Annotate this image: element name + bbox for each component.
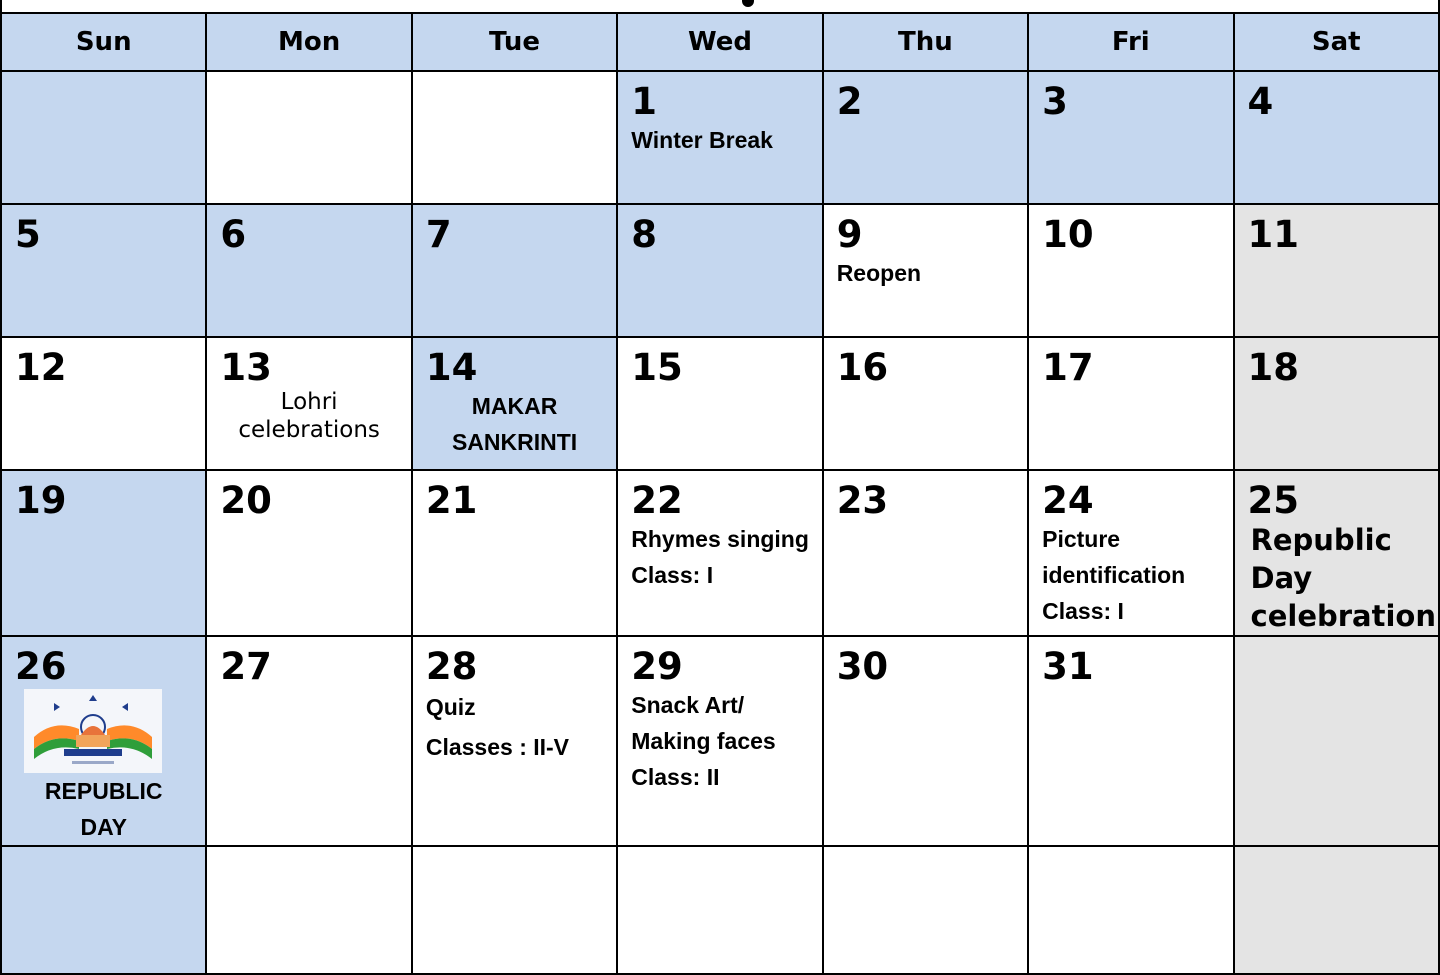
day-cell-10	[1028, 204, 1233, 337]
event-snack-art-class: Class: II	[631, 764, 720, 790]
day-cell-17	[1028, 337, 1233, 470]
day-number: 3	[1042, 80, 1068, 123]
week-row-1	[1, 71, 1439, 204]
day-cell-12	[1, 337, 206, 470]
day-number: 5	[15, 213, 41, 256]
day-cell-1	[617, 71, 822, 204]
day-cell-31	[1028, 636, 1233, 846]
day-cell-18	[1234, 337, 1439, 470]
day-cell-20	[206, 470, 411, 636]
day-cell-11	[1234, 204, 1439, 337]
day-number: 28	[425, 645, 478, 688]
republic-day-flags-icon	[24, 689, 162, 773]
day-number: 12	[15, 346, 67, 389]
day-number: 30	[836, 645, 889, 688]
event-winter-break: Winter Break	[631, 127, 773, 153]
event-republic-celebration-line1: Republic Day	[1250, 523, 1392, 595]
day-cell-empty	[1, 71, 206, 204]
day-number: 8	[631, 213, 658, 256]
event-republic-day-line2: DAY	[80, 814, 127, 840]
event-lohri-line2: celebrations	[238, 417, 380, 443]
weekday-fri: Fri	[1028, 13, 1233, 71]
day-cell-3	[1028, 71, 1233, 204]
day-cell-5	[1, 204, 206, 337]
month-calendar	[0, 12, 1440, 975]
day-cell-29	[617, 636, 822, 846]
day-cell-19	[1, 470, 206, 636]
day-cell-22	[617, 470, 822, 636]
event-makar-line2: SANKRINTI	[451, 429, 578, 455]
weekday-header-row	[1, 13, 1439, 71]
day-number: 21	[425, 479, 478, 522]
day-number: 19	[15, 479, 67, 522]
day-cell-24	[1028, 470, 1233, 636]
day-number: 4	[1247, 80, 1274, 123]
day-number: 9	[836, 213, 863, 256]
day-cell-8	[617, 204, 822, 337]
event-snack-art-line1: Snack Art/	[631, 692, 745, 718]
day-cell-25	[1234, 470, 1439, 636]
day-cell-28	[412, 636, 617, 846]
day-cell-empty	[206, 71, 411, 204]
day-cell-23	[823, 470, 1028, 636]
day-number: 11	[1247, 213, 1300, 256]
day-number: 24	[1042, 479, 1094, 522]
event-quiz: Quiz	[425, 694, 476, 720]
day-cell-16	[823, 337, 1028, 470]
weekday-thu: Thu	[823, 13, 1028, 71]
day-cell-empty	[1234, 846, 1439, 974]
weekday-sat: Sat	[1234, 13, 1439, 71]
day-cell-26	[1, 636, 206, 846]
day-number: 14	[425, 346, 478, 389]
week-row-3	[1, 337, 1439, 470]
day-cell-4	[1234, 71, 1439, 204]
event-republic-day-line1: REPUBLIC	[44, 778, 163, 804]
day-number: 10	[1042, 213, 1094, 256]
day-cell-14	[412, 337, 617, 470]
day-cell-27	[206, 636, 411, 846]
title-glyph-fragment	[742, 0, 754, 7]
day-cell-30	[823, 636, 1028, 846]
week-row-5	[1, 636, 1439, 846]
day-cell-empty	[412, 846, 617, 974]
day-cell-empty	[412, 71, 617, 204]
event-picture-line1: Picture	[1042, 526, 1121, 552]
day-number: 29	[631, 645, 683, 688]
day-number: 13	[220, 346, 272, 389]
day-number: 7	[425, 213, 452, 256]
week-row-4	[1, 470, 1439, 636]
day-cell-empty	[1234, 636, 1439, 846]
event-makar-line1: MAKAR	[471, 393, 558, 419]
day-cell-21	[412, 470, 617, 636]
day-cell-15	[617, 337, 822, 470]
week-row-2	[1, 204, 1439, 337]
day-number: 31	[1042, 645, 1094, 688]
weekday-wed: Wed	[617, 13, 822, 71]
event-picture-class: Class: I	[1042, 598, 1124, 624]
day-number: 6	[220, 213, 247, 256]
event-rhymes: Rhymes singing	[631, 526, 809, 552]
day-cell-2	[823, 71, 1028, 204]
day-number: 22	[631, 479, 683, 522]
day-cell-empty	[206, 846, 411, 974]
event-reopen: Reopen	[836, 260, 922, 286]
day-number: 17	[1042, 346, 1094, 389]
day-cell-7	[412, 204, 617, 337]
day-cell-empty	[1, 846, 206, 974]
day-number: 2	[836, 80, 863, 123]
event-snack-art-line2: Making faces	[631, 728, 776, 754]
event-rhymes-class: Class: I	[631, 562, 714, 588]
day-number: 27	[220, 645, 272, 688]
day-number: 26	[15, 645, 67, 688]
day-number: 16	[836, 346, 889, 389]
event-picture-line2: identification	[1042, 562, 1186, 588]
week-row-6	[1, 846, 1439, 974]
weekday-sun: Sun	[1, 13, 206, 71]
event-republic-celebration-line2: celebration	[1250, 599, 1437, 633]
day-cell-9	[823, 204, 1028, 337]
day-cell-empty	[1028, 846, 1233, 974]
day-number: 18	[1247, 346, 1300, 389]
day-number: 23	[836, 479, 889, 522]
day-cell-6	[206, 204, 411, 337]
day-number: 15	[631, 346, 683, 389]
day-number: 25	[1247, 479, 1300, 522]
day-cell-empty	[823, 846, 1028, 974]
day-cell-empty	[617, 846, 822, 974]
event-lohri-line1: Lohri	[280, 389, 338, 415]
day-number: 20	[220, 479, 272, 522]
day-cell-13	[206, 337, 411, 470]
event-quiz-classes: Classes : II-V	[425, 734, 570, 760]
weekday-tue: Tue	[412, 13, 617, 71]
weekday-mon: Mon	[206, 13, 411, 71]
day-number: 1	[631, 80, 658, 123]
